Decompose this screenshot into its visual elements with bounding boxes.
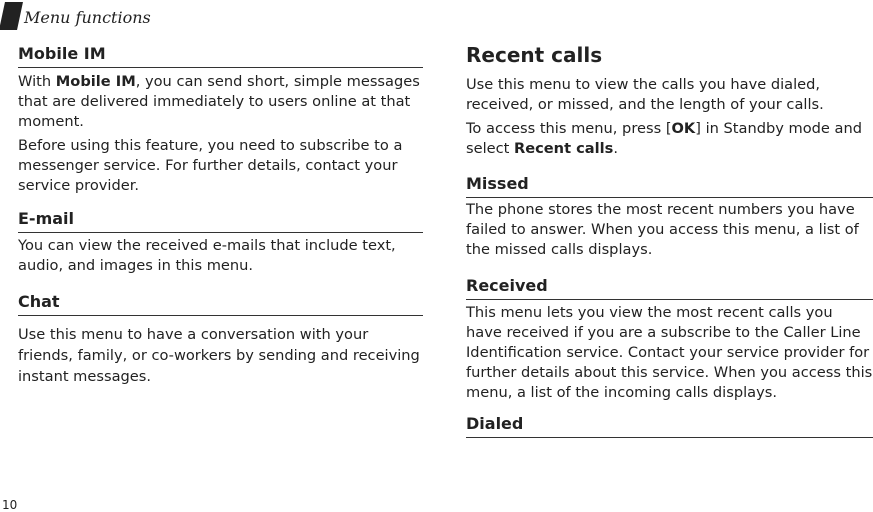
chat-heading: Chat [18,292,60,311]
dialed-heading: Dialed [466,414,524,433]
email-heading: E-mail [18,209,75,228]
mobile-im-p1-post: , you can send short, simple messages that are delivered immediately to users online at that moment. [18,73,420,130]
chat-rule [18,315,423,316]
chat-paragraph-1: Use this menu to have a conversation with your friends, family, or co-workers by sending and receiving instant messages. [18,326,420,385]
recent-calls-p2-post: . [613,140,618,157]
ok-key: OK [671,120,696,137]
email-paragraph-1: You can view the received e-mails that include text, audio, and images in this menu. [18,237,396,274]
mobile-im-paragraph-2: Before using this feature, you need to subscribe to a messenger service. For further details, contact your service provider. [18,137,403,194]
mobile-im-p1-bold: Mobile IM [55,73,136,90]
received-heading: Received [466,276,548,295]
email-rule [18,232,423,233]
missed-paragraph-1: The phone stores the most recent numbers you have failed to answer. When you access this menu, a list of the missed calls displays. [466,201,859,258]
page-number: 10 [2,498,18,512]
mobile-im-heading: Mobile IM [18,44,106,63]
header-marker [0,2,23,30]
recent-calls-paragraph-2 [466,119,873,159]
missed-heading: Missed [466,174,529,193]
mobile-im-rule [18,67,423,68]
mobile-im-p1-pre: With [18,73,56,90]
recent-calls-p2-bold: Recent calls [514,140,614,157]
recent-calls-p2-mid: ] in Standby mode and select [466,120,862,157]
received-paragraph-1: This menu lets you view the most recent calls you have received if you are a subscribe to the Caller Line Identification service. Contact your service provider for further details about this service. When you access this menu, a list of the incoming calls displays. [466,304,873,401]
recent-calls-paragraph-1: Use this menu to view the calls you have dialed, received, or missed, and the length of your calls. [466,76,824,113]
missed-rule [466,197,873,198]
recent-calls-heading: Recent calls [466,43,603,67]
received-rule [466,299,873,300]
header-title: Menu functions [24,8,151,27]
mobile-im-paragraph-1 [18,72,423,132]
dialed-rule [466,437,873,438]
recent-calls-p2-pre: To access this menu, press [ [466,120,672,137]
